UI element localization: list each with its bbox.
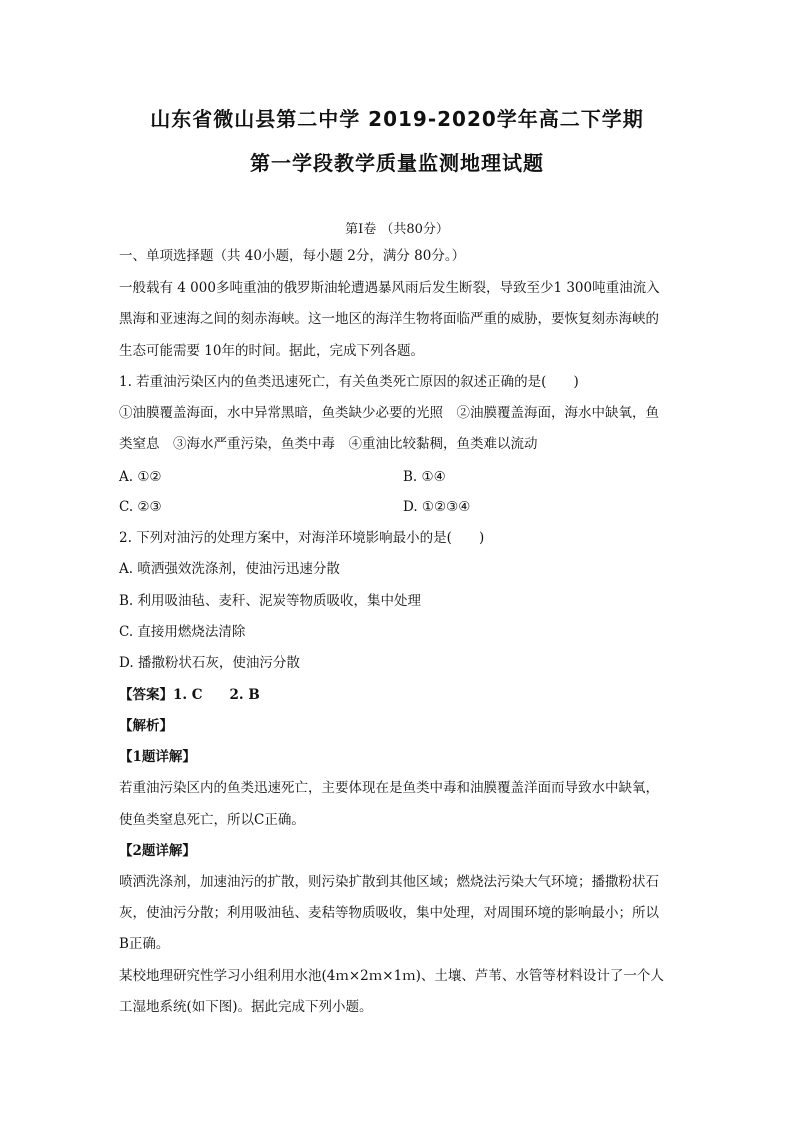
detail2-label: 【2题详解】 bbox=[119, 843, 196, 859]
q1-stem: 1. 若重油污染区内的鱼类迅速死亡，有关鱼类死亡原因的叙述正确的是( ) bbox=[119, 374, 579, 390]
detail1-label: 【1题详解】 bbox=[119, 749, 196, 765]
q1-items-line2: 类窒息 ③海水严重污染，鱼类中毒 ④重油比较黏稠，鱼类难以流动 bbox=[119, 436, 538, 452]
detail2-line-1: 喷洒洗涤剂，加速油污的扩散，则污染扩散到其他区域；燃烧法污染大气环境；播撒粉状石 bbox=[119, 874, 659, 890]
passage-line-3: 生态可能需要 10年的时间。据此，完成下列各题。 bbox=[119, 343, 424, 359]
doc-title-line2: 第一学段教学质量监测地理试题 bbox=[250, 151, 544, 175]
passage-line-2: 黑海和亚速海之间的刻赤海峡。这一地区的海洋生物将面临严重的威胁，要恢复刻赤海峡的 bbox=[119, 311, 659, 327]
answer-line: 【答案】1. C 2. B bbox=[119, 687, 260, 703]
passage-line-1: 一般载有 4 000多吨重油的俄罗斯油轮遭遇暴风雨后发生断裂，导致至少1 300吨重油流入 bbox=[119, 280, 660, 296]
part-heading: 第Ⅰ卷 （共80分） bbox=[345, 222, 449, 237]
q1-items-line1: ①油膜覆盖海面，水中异常黑暗，鱼类缺少必要的光照 ②油膜覆盖海面，海水中缺氧，鱼 bbox=[119, 405, 659, 421]
q1-option-d: D. ①②③④ bbox=[403, 499, 471, 515]
q2-option-d: D. 播撒粉状石灰，使油污分散 bbox=[119, 655, 300, 671]
q2-option-b: B. 利用吸油毡、麦秆、泥炭等物质吸收，集中处理 bbox=[119, 593, 422, 609]
analysis-label: 【解析】 bbox=[119, 718, 173, 734]
q2-option-c: C. 直接用燃烧法清除 bbox=[119, 624, 246, 640]
detail2-line-3: B正确。 bbox=[119, 936, 170, 952]
detail1-line-1: 若重油污染区内的鱼类迅速死亡，主要体现在是鱼类中毒和油膜覆盖洋面而导致水中缺氧， bbox=[119, 780, 659, 796]
doc-title-line1: 山东省微山县第二中学 2019-2020学年高二下学期 bbox=[150, 107, 644, 131]
q1-option-b: B. ①④ bbox=[403, 469, 446, 485]
next-passage-line-1: 某校地理研究性学习小组利用水池(4ｍ×2ｍ×1ｍ)、土壤、芦苇、水管等材料设计了一个人 bbox=[119, 968, 664, 984]
q2-option-a: A. 喷洒强效洗涤剂，使油污迅速分散 bbox=[119, 561, 340, 577]
section-heading: 一、单项选择题（共 40小题，每小题 2分，满分 80分。） bbox=[119, 248, 466, 264]
detail1-line-2: 使鱼类窒息死亡，所以C正确。 bbox=[119, 812, 305, 828]
q2-stem: 2. 下列对油污的处理方案中，对海洋环境影响最小的是( ) bbox=[119, 530, 485, 546]
q1-option-a: A. ①② bbox=[119, 469, 162, 485]
q1-option-c: C. ②③ bbox=[119, 499, 162, 515]
detail2-line-2: 灰，使油污分散；利用吸油毡、麦秸等物质吸收，集中处理，对周围环境的影响最小；所以 bbox=[119, 905, 659, 921]
next-passage-line-2: 工湿地系统(如下图)。据此完成下列小题。 bbox=[119, 999, 373, 1015]
